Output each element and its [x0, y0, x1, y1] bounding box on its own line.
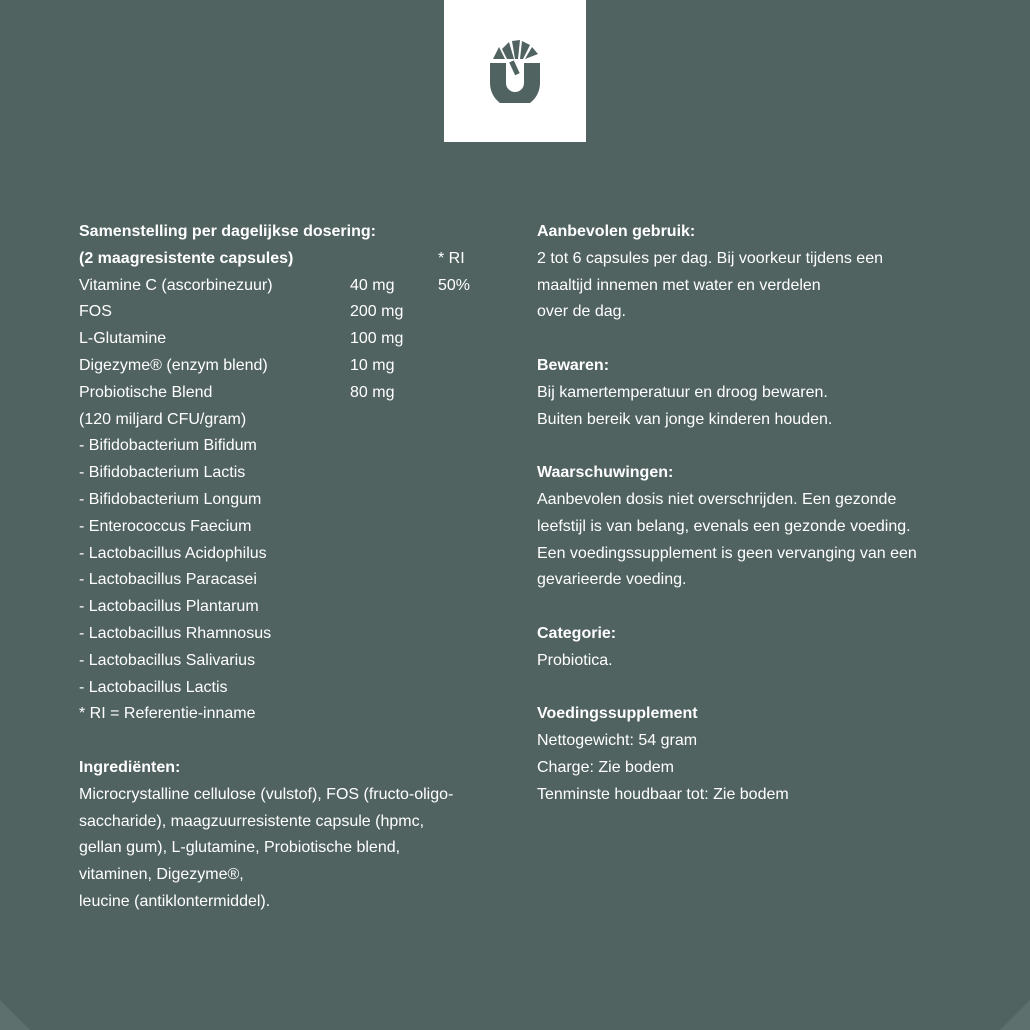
- composition-row: [79, 380, 499, 407]
- text-line: Charge: Zie bodem: [537, 758, 674, 776]
- supplement-text: [537, 728, 957, 808]
- row-ri: 50%: [438, 276, 471, 294]
- text-line: Aanbevolen dosis niet overschrijden. Een gezonde: [537, 490, 897, 508]
- text-line: vitaminen, Digezyme®,: [79, 866, 244, 884]
- text-line: over de dag.: [537, 303, 626, 321]
- blend-note: (120 miljard CFU/gram): [79, 410, 247, 428]
- category-heading: Categorie:: [537, 624, 617, 642]
- strain-item: - Lactobacillus Acidophilus: [79, 544, 267, 562]
- left-column: [79, 219, 499, 916]
- composition-subheading: (2 maagresistente capsules): [79, 249, 294, 267]
- row-amount: 40 mg: [350, 276, 395, 294]
- ingredients-text: [79, 782, 499, 916]
- logo-panel: [444, 0, 586, 142]
- strain-item: - Bifidobacterium Lactis: [79, 464, 246, 482]
- ingredients-heading: Ingrediënten:: [79, 758, 181, 776]
- composition-heading: Samenstelling per dagelijkse dosering:: [79, 223, 376, 240]
- composition-row: [79, 299, 499, 326]
- composition-row: [79, 353, 499, 380]
- supplement-heading: Voedingssupplement: [537, 705, 698, 723]
- text-line: 2 tot 6 capsules per dag. Bij voorkeur tijdens een: [537, 249, 883, 267]
- text-line: Een voedingssupplement is geen vervanging van een: [537, 544, 917, 562]
- strain-item: - Lactobacillus Plantarum: [79, 598, 259, 616]
- ri-column-header: * RI: [438, 249, 465, 267]
- warnings-text: [537, 487, 957, 594]
- row-amount: 200 mg: [350, 303, 404, 321]
- text-line: gevarieerde voeding.: [537, 571, 687, 589]
- text-line: Bij kamertemperatuur en droog bewaren.: [537, 383, 828, 401]
- row-amount: 80 mg: [350, 383, 395, 401]
- strain-item: - Lactobacillus Salivarius: [79, 651, 256, 669]
- row-amount: 100 mg: [350, 330, 404, 348]
- row-name: Digezyme® (enzym blend): [79, 356, 268, 374]
- row-name: L-Glutamine: [79, 330, 167, 348]
- row-name: Vitamine C (ascorbinezuur): [79, 276, 273, 294]
- strain-item: - Bifidobacterium Bifidum: [79, 437, 257, 455]
- text-line: Microcrystalline cellulose (vulstof), FOS (fructo-oligo-: [79, 785, 454, 803]
- row-name: FOS: [79, 303, 112, 321]
- text-line: Probiotica.: [537, 651, 613, 669]
- composition-row: [79, 326, 499, 353]
- text-line: Buiten bereik van jonge kinderen houden.: [537, 410, 833, 428]
- text-line: leucine (antiklontermiddel).: [79, 892, 271, 910]
- corner-decoration-right: [1000, 1000, 1030, 1030]
- text-line: saccharide), maagzuurresistente capsule (hpmc,: [79, 812, 425, 830]
- text-line: leefstijl is van belang, evenals een gezonde voeding.: [537, 517, 911, 535]
- text-line: Nettogewicht: 54 gram: [537, 732, 698, 750]
- composition-subheading-row: [79, 246, 499, 273]
- text-line: gellan gum), L-glutamine, Probiotische blend,: [79, 839, 401, 857]
- strain-list: [79, 433, 499, 701]
- usage-heading: Aanbevolen gebruik:: [537, 223, 696, 240]
- strain-item: - Lactobacillus Paracasei: [79, 571, 257, 589]
- strain-item: - Lactobacillus Rhamnosus: [79, 624, 272, 642]
- text-line: maaltijd innemen met water en verdelen: [537, 276, 821, 294]
- warnings-heading: Waarschuwingen:: [537, 464, 674, 482]
- strain-item: - Bifidobacterium Longum: [79, 490, 262, 508]
- composition-row: [79, 273, 499, 300]
- strain-item: - Lactobacillus Lactis: [79, 678, 228, 696]
- storage-heading: Bewaren:: [537, 356, 610, 374]
- category-text: [537, 648, 957, 675]
- brand-logo-icon: [487, 39, 543, 103]
- ri-footnote: * RI = Referentie-inname: [79, 705, 256, 723]
- right-column: [537, 219, 957, 809]
- storage-text: [537, 380, 957, 434]
- row-amount: 10 mg: [350, 356, 395, 374]
- composition-table: [79, 273, 499, 407]
- strain-item: - Enterococcus Faecium: [79, 517, 252, 535]
- usage-text: [537, 246, 957, 326]
- row-name: Probiotische Blend: [79, 383, 213, 401]
- text-line: Tenminste houdbaar tot: Zie bodem: [537, 785, 789, 803]
- corner-decoration-left: [0, 1000, 30, 1030]
